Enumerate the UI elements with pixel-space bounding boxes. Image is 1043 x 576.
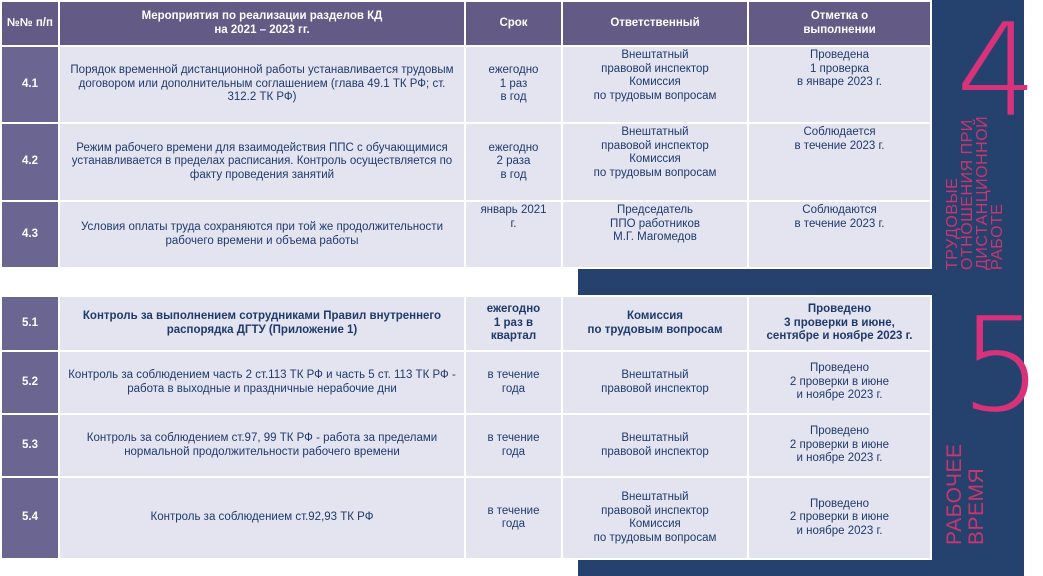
row-mark: Проведено 2 проверки в июне и ноябре 2023 г. bbox=[748, 477, 931, 559]
row-responsible: Комиссия по трудовым вопросам bbox=[562, 296, 748, 351]
section-4-title-line: ОТНОШЕНИЯ ПРИ bbox=[959, 119, 976, 270]
row-term: ежегодно 2 раза в год bbox=[465, 123, 562, 201]
row-number: 5.2 bbox=[1, 351, 59, 414]
row-mark: Соблюдается в течение 2023 г. bbox=[748, 123, 931, 201]
header-mark: Отметка о выполнении bbox=[748, 1, 931, 46]
row-event: Контроль за соблюдением ст.97, 99 ТК РФ - работа за пределами нормальной продолжительности рабочего времени bbox=[59, 414, 465, 477]
row-number: 5.4 bbox=[1, 477, 59, 559]
table-header bbox=[1, 1, 931, 46]
row-term: в течение года bbox=[465, 351, 562, 414]
table-row bbox=[1, 123, 931, 201]
header-event: Мероприятия по реализации разделов КД на 2021 – 2023 гг. bbox=[59, 1, 465, 46]
section-4-title-line: ТРУДОВЫЕ bbox=[944, 177, 961, 270]
row-term: ежегодно 1 раз в квартал bbox=[465, 296, 562, 351]
row-number: 4.1 bbox=[1, 46, 59, 123]
section-5-table bbox=[0, 295, 932, 560]
row-responsible: Внештатный правовой инспектор bbox=[562, 414, 748, 477]
header-responsible: Ответственный bbox=[562, 1, 748, 46]
header-num: №№ п/п bbox=[1, 1, 59, 46]
row-term: в течение года bbox=[465, 477, 562, 559]
section-5-number: 5 bbox=[960, 289, 1043, 441]
table-row bbox=[1, 414, 931, 477]
row-mark: Проведено 2 проверки в июне и ноябре 2023 г. bbox=[748, 414, 931, 477]
row-event: Контроль за соблюдением ст.92,93 ТК РФ bbox=[59, 477, 465, 559]
row-term: в течение года bbox=[465, 414, 562, 477]
table-row bbox=[1, 477, 931, 559]
row-number: 4.2 bbox=[1, 123, 59, 201]
row-mark: Проведена 1 проверка в январе 2023 г. bbox=[748, 46, 931, 123]
row-event: Контроль за соблюдением часть 2 ст.113 ТК РФ и часть 5 ст. 113 ТК РФ - работа в выходные и праздничные нерабочие дни bbox=[59, 351, 465, 414]
row-event: Порядок временной дистанционной работы устанавливается трудовым договором или дополнительным соглашением (глава 49.1 ТК РФ; ст. 312.2 ТК РФ) bbox=[59, 46, 465, 123]
row-event: Контроль за выполнением сотрудниками Правил внутреннего распорядка ДГТУ (Приложение 1) bbox=[59, 296, 465, 351]
row-responsible: Внештатный правовой инспектор Комиссия по трудовым вопросам bbox=[562, 46, 748, 123]
table-row bbox=[1, 351, 931, 414]
section-5-title bbox=[944, 443, 988, 545]
row-term: январь 2021 г. bbox=[465, 201, 562, 268]
section-4-number: 4 bbox=[956, 0, 1038, 146]
row-number: 5.3 bbox=[1, 414, 59, 477]
table-row bbox=[1, 46, 931, 123]
table-row bbox=[1, 296, 931, 351]
row-event: Режим рабочего времени для взаимодействия ППС с обучающимися устанавливается в пределах расписания. Контроль осуществляется по факту проведения занятий bbox=[59, 123, 465, 201]
section-4-title-line: ДИСТАНЦИОННОЙ bbox=[974, 115, 991, 270]
section-4-title-line: РАБОТЕ bbox=[989, 203, 1006, 270]
row-mark: Проведено 2 проверки в июне и ноябре 2023 г. bbox=[748, 351, 931, 414]
row-responsible: Внештатный правовой инспектор bbox=[562, 351, 748, 414]
row-term: ежегодно 1 раз в год bbox=[465, 46, 562, 123]
section-4-title bbox=[945, 116, 1005, 270]
table-row bbox=[1, 201, 931, 268]
section-5-title-line: ВРЕМЯ bbox=[965, 467, 988, 545]
row-responsible: Внештатный правовой инспектор Комиссия по трудовым вопросам bbox=[562, 123, 748, 201]
row-number: 5.1 bbox=[1, 296, 59, 351]
row-responsible: Председатель ППО работников М.Г. Магомедов bbox=[562, 201, 748, 268]
row-number: 4.3 bbox=[1, 201, 59, 268]
row-mark: Соблюдаются в течение 2023 г. bbox=[748, 201, 931, 268]
row-mark: Проведено 3 проверки в июне, сентябре и ноябре 2023 г. bbox=[748, 296, 931, 351]
row-responsible: Внештатный правовой инспектор Комиссия по трудовым вопросам bbox=[562, 477, 748, 559]
section-5-title-line: РАБОЧЕЕ bbox=[943, 443, 966, 545]
row-event: Условия оплаты труда сохраняются при той же продолжительности рабочего времени и объема работы bbox=[59, 201, 465, 268]
header-term: Срок bbox=[465, 1, 562, 46]
section-4-table bbox=[0, 0, 932, 269]
